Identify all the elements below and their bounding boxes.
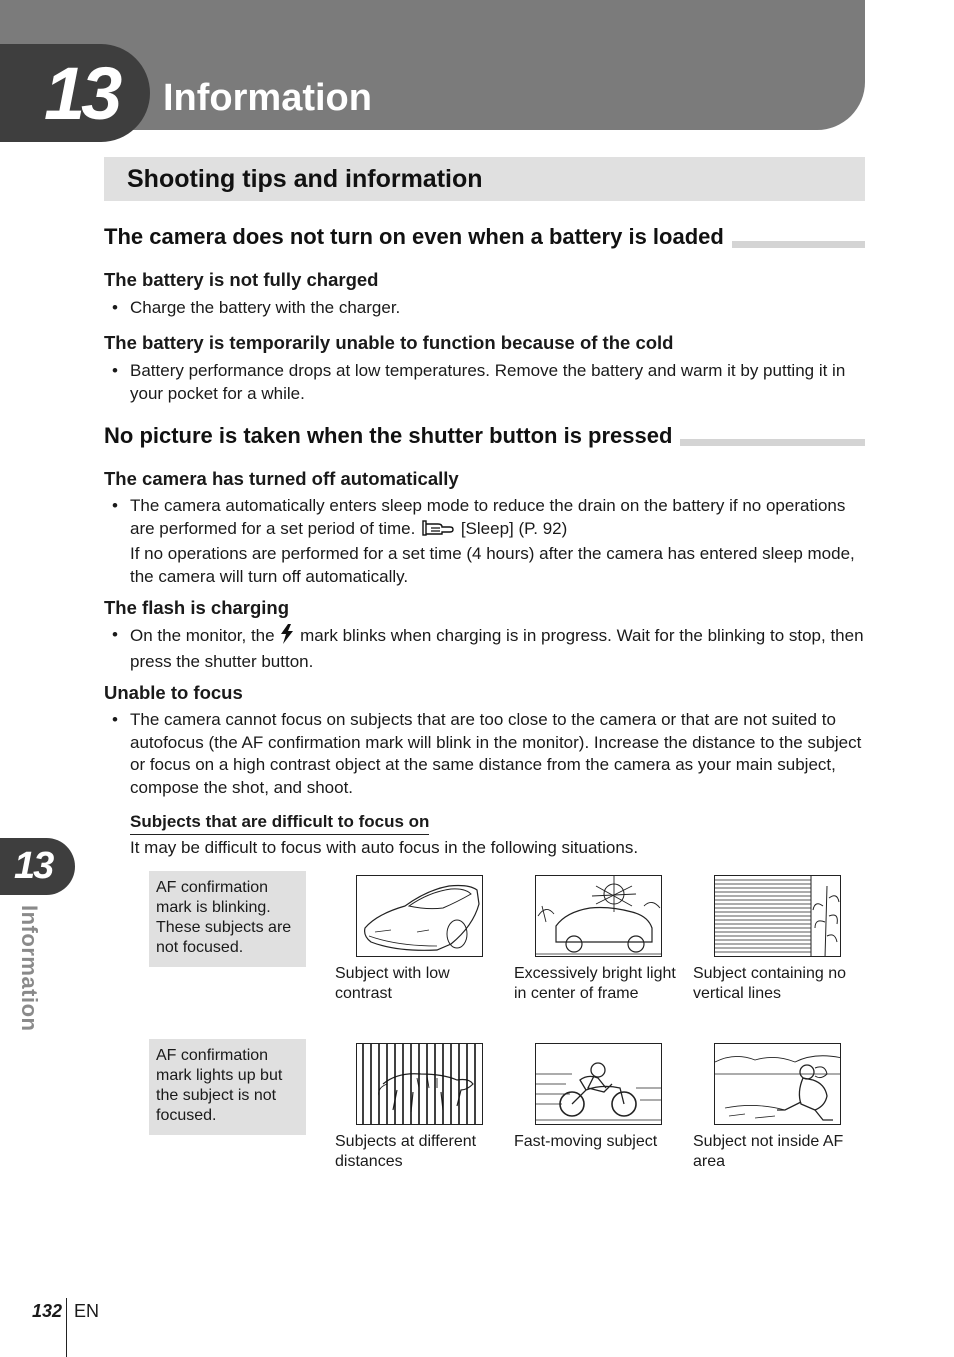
thumbnail-caption: Subject with low contrast [335, 965, 450, 1002]
side-chapter-number: 13 [14, 845, 53, 887]
section-title: Shooting tips and information [127, 165, 483, 193]
case-title: The battery is not fully charged [104, 269, 379, 290]
difficult-focus-intro: It may be difficult to focus with auto focus in the following situations. [130, 838, 639, 857]
footer-divider [66, 1298, 67, 1357]
chapter-number: 13 [44, 52, 119, 135]
side-chapter-label: Information [17, 905, 42, 1032]
thumbnail-caption: Excessively bright light in center of frame [514, 965, 676, 1002]
tiger-behind-bars-illustration [356, 1043, 483, 1125]
bullet-item: • On the monitor, the mark blinks when charging is in progress. Wait for the blinking to stop, then press the shutter button. [112, 625, 864, 671]
reference-pointer-icon [420, 519, 456, 544]
page-number: 132 [32, 1301, 63, 1321]
bullet-item: • Charge the battery with the charger. [112, 298, 401, 317]
car-low-contrast-illustration [356, 875, 483, 957]
topic-heading: The camera does not turn on even when a battery is loaded [104, 223, 732, 251]
page-language: EN [74, 1301, 100, 1321]
case-title: The battery is temporarily unable to function because of the cold [104, 332, 674, 353]
bullet-item: • The camera cannot focus on subjects that are too close to the camera or that are not suited to autofocus (the AF confirmation mark will blink in the monitor). Increase the distance to the subject or focus on a high contrast object at the same distance from the camera as your main subject, compose the shot, and shoot. [112, 710, 862, 797]
thumbnail-caption: Subject not inside AF area [693, 1133, 844, 1170]
person-off-center-illustration [714, 1043, 841, 1125]
horizontal-lines-illustration [714, 875, 841, 957]
af-note-box: AF confirmation mark lights up but the subject is not focused. [149, 1039, 306, 1135]
difficult-focus-title: Subjects that are difficult to focus on [130, 811, 429, 835]
bullet-item: • The camera automatically enters sleep mode to reduce the drain on the battery if no operations are performed for a set period of time. [Sleep] (P. 92) If no operations are performed for a set time (4 hours) after the camera has entered sleep mode, the camera will turn off automatically. [112, 496, 855, 586]
af-note-box: AF confirmation mark is blinking. These subjects are not focused. [149, 871, 306, 967]
thumbnail-caption: Subject containing no vertical lines [693, 965, 846, 1002]
thumbnail-caption: Fast-moving subject [514, 1133, 658, 1150]
case-title: Unable to focus [104, 682, 243, 703]
motorcycle-illustration [535, 1043, 662, 1125]
bullet-item: • Battery performance drops at low temperatures. Remove the battery and warm it by putting it in your pocket for a while. [112, 361, 846, 403]
car-bright-light-illustration [535, 875, 662, 957]
flash-icon [279, 624, 295, 651]
chapter-title: Information [163, 77, 372, 119]
case-title: The flash is charging [104, 597, 290, 618]
thumbnail-caption: Subjects at different distances [335, 1133, 477, 1170]
topic-heading: No picture is taken when the shutter button is pressed [104, 422, 680, 450]
case-title: The camera has turned off automatically [104, 468, 459, 489]
